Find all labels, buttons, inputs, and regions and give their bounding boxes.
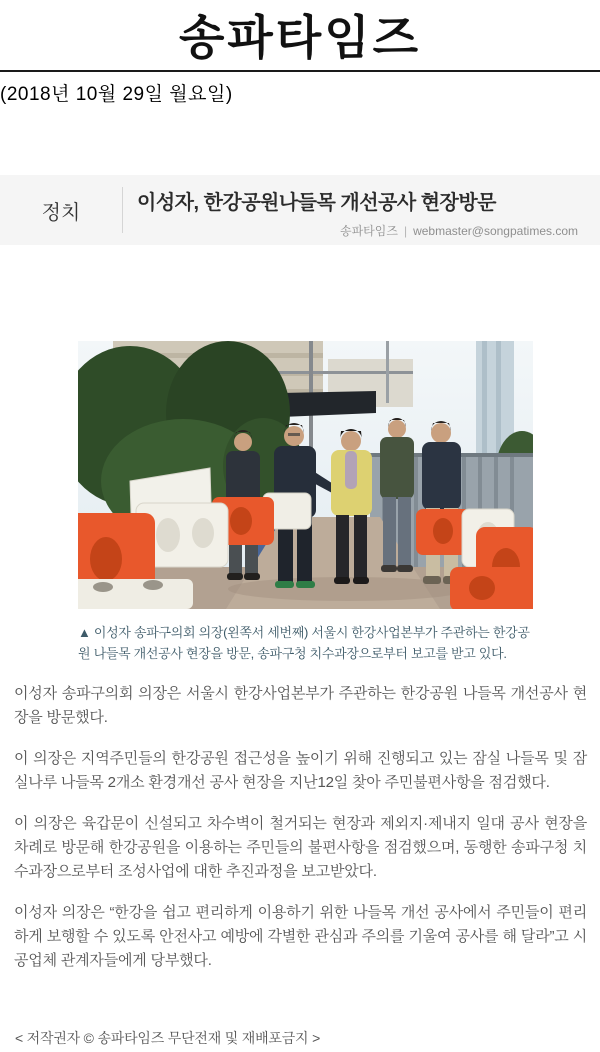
article-title: 이성자, 한강공원나들목 개선공사 현장방문 xyxy=(137,192,496,214)
masthead-divider xyxy=(0,70,600,72)
newspaper-logo: 송파타임즈 xyxy=(178,11,421,64)
issue-date: (2018년 10월 29일 월요일) xyxy=(0,84,233,105)
body-paragraph-3: 이 의장은 육갑문이 신설되고 차수벽이 철거되는 현장과 제외지·제내지 일대 공사 현장을 차례로 방문해 한강공원을 이용하는 주민들의 불편사항을 점검했으며, 동행한 송파구청 치수과장으로부터 조성사업에 대한 추진과정을 보고받았다. xyxy=(14,815,587,880)
article-photo xyxy=(78,341,533,609)
article-header-main xyxy=(123,175,600,245)
photo-caption: ▲ 이성자 송파구의회 의장(왼쪽서 세번째) 서울시 한강사업본부가 주관하는 한강공원 나들목 개선공사 현장을 방문, 송파구청 치수과장으로부터 보고를 받고 있다. xyxy=(78,625,530,661)
masthead xyxy=(0,0,600,68)
byline-source: 송파타임즈 xyxy=(339,224,398,238)
category-label: 정치 xyxy=(41,201,81,224)
byline-separator: | xyxy=(403,224,408,238)
article-header-band xyxy=(0,175,600,245)
body-paragraph-4: 이성자 의장은 “한강을 쉽고 편리하게 이용하기 위한 나들목 개선 공사에서 주민들이 편리하게 보행할 수 있도록 안전사고 예방에 각별한 관심과 주의를 기울여 공사를 해 달라”고 시공업체 관계자들에게 당부했다. xyxy=(14,904,587,969)
body-paragraph-1: 이성자 송파구의회 의장은 서울시 한강사업본부가 주관하는 한강공원 나들목 개선공사 현장을 방문했다. xyxy=(14,685,587,726)
byline-email-link[interactable]: webmaster@songpatimes.com xyxy=(413,224,578,238)
copyright-notice: < 저작권자 © 송파타임즈 무단전재 및 재배포금지 > xyxy=(15,1030,321,1046)
article-body xyxy=(14,682,587,973)
article-photo-illustration xyxy=(78,341,533,609)
byline xyxy=(137,222,578,239)
body-paragraph-2: 이 의장은 지역주민들의 한강공원 접근성을 높이기 위해 진행되고 있는 잠실 나들목 및 잠실나루 나들목 2개소 환경개선 공사 현장을 지난12일 찾아 주민불편사항을 점검했다. xyxy=(14,750,587,791)
